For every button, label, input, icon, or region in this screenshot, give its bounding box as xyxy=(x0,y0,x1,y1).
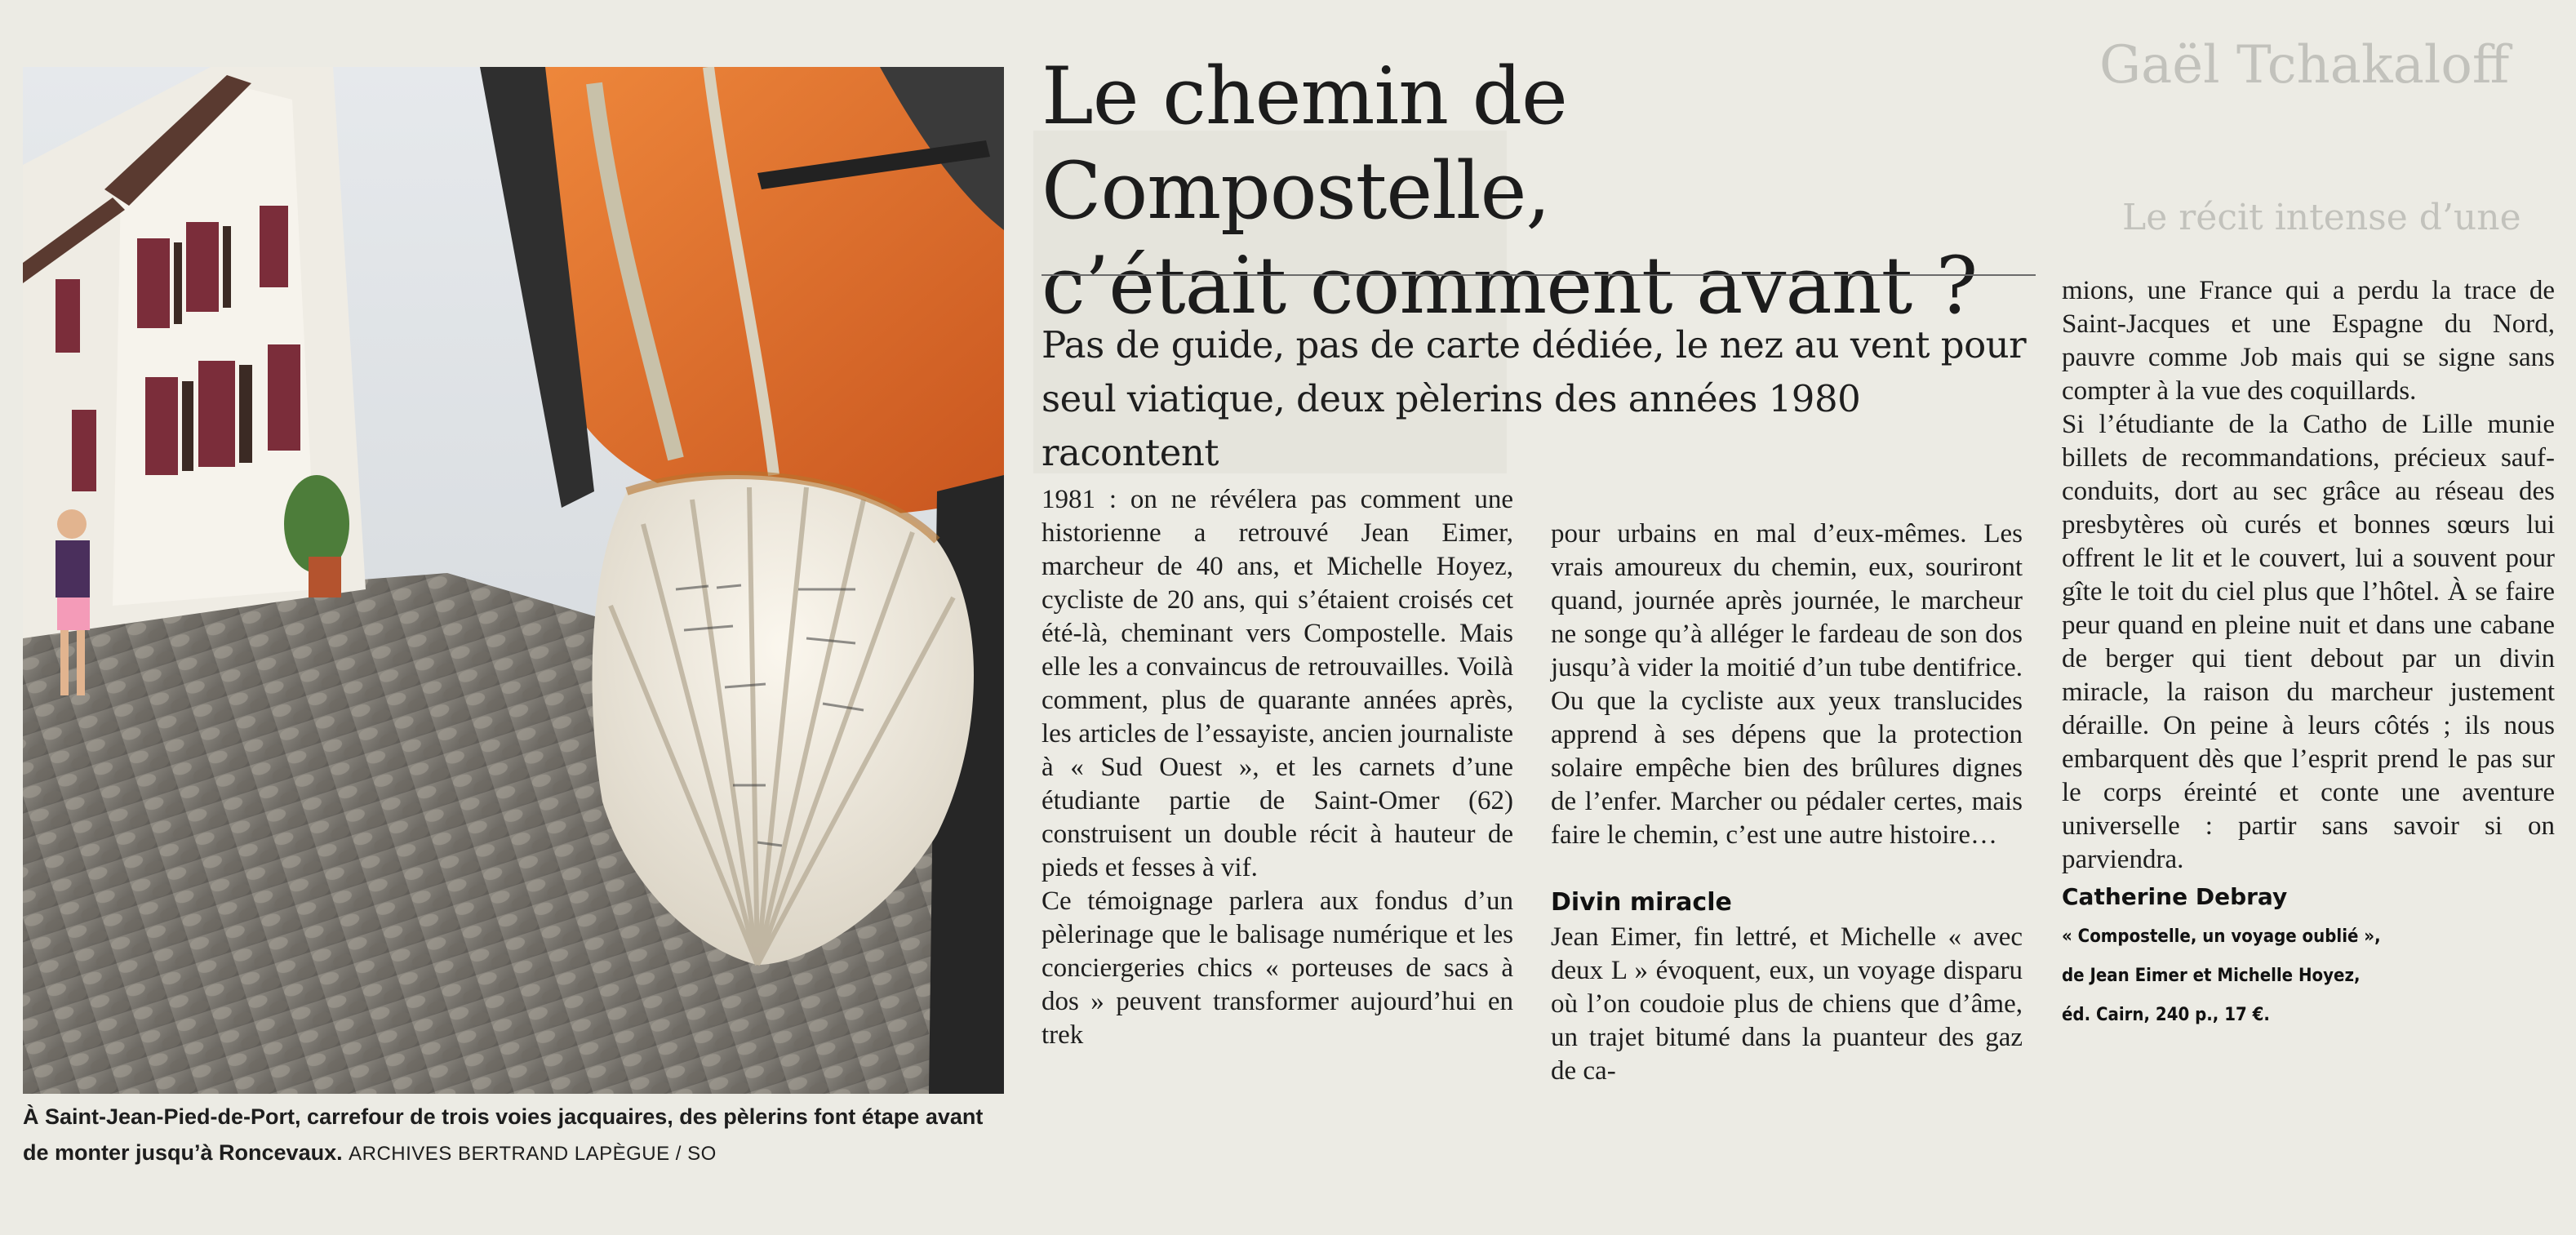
article-photo xyxy=(23,67,1004,1094)
article-column-2 xyxy=(1551,518,2023,1088)
book-title: « Compostelle, un voyage oublié », xyxy=(2062,926,2381,947)
article-column-1 xyxy=(1042,483,1513,1052)
bleed-through-text: Le récit intense d’une xyxy=(2122,197,2521,238)
headline-line-2: c’était comment avant ? xyxy=(1042,240,1978,331)
paragraph-france: mions, une France qui a perdu la trace de Saint-Jacques et une Espagne du Nord, pauvre comme Job mais qui se signe sans compter à la vue des coquillards. xyxy=(2062,276,2555,406)
bleed-through-headline: Gaël Tchakaloff xyxy=(2099,35,2510,96)
subheading: Divin miracle xyxy=(1551,888,1732,917)
article-headline xyxy=(1042,49,2054,333)
paragraph-testimony: Ce témoignage parlera aux fondus d’un pèlerinage que le balisage numérique et les conciergeries chics « porteuses de sacs à dos » peuvent transformer aujourd’hui en trek xyxy=(1042,886,1513,1050)
book-details: éd. Cairn, 240 p., 17 €. xyxy=(2062,1005,2270,1025)
paragraph-travel: Jean Eimer, fin lettré, et Michelle « avec deux L » évoquent, eux, un voyage disparu où l’on coudoie plus de chiens que d’âme, un trajet bitumé dans la puanteur des gaz de ca- xyxy=(1551,922,2023,1086)
article-column-3 xyxy=(2062,274,2555,1035)
standfirst-line-2: seul viatique, deux pèlerins des années 1980 racontent xyxy=(1042,377,1861,474)
article-standfirst xyxy=(1042,318,2037,480)
standfirst-line-1: Pas de guide, pas de carte dédiée, le nez au vent pour xyxy=(1042,323,2027,367)
photo-credit: ARCHIVES BERTRAND LAPÈGUE / SO xyxy=(349,1143,717,1165)
paragraph-student: Si l’étudiante de la Catho de Lille munie billets de recommandations, précieux sauf-conduits, dort au sec grâce au réseau des presbytères où curés et bonnes sœurs lui offrent le lit et le couvert, lui a souvent pour gîte le toit du ciel plus que l’hôtel. À se faire peur quand en pleine nuit et dans une cabane de berger qui tient debout par un divin miracle, la raison du marcheur justement déraille. On peine à leurs côtés ; ils nous embarquent dès que l’esprit prend le pas sur le corps éreinté et conte une aventure universelle : partir sans savoir si on parviendra. xyxy=(2062,410,2555,874)
caption-text: À Saint-Jean-Pied-de-Port, carrefour de trois voies jacquaires, des pèlerins font étape avant de monter jusqu’à Roncevaux. xyxy=(23,1104,984,1165)
headline-divider xyxy=(1042,274,2036,276)
book-authors: de Jean Eimer et Michelle Hoyez, xyxy=(2062,966,2361,986)
photo-caption xyxy=(23,1099,1010,1172)
photo-illustration xyxy=(23,67,1004,1094)
headline-line-1: Le chemin de Compostelle, xyxy=(1042,51,1567,237)
paragraph-intro: 1981 : on ne révélera pas comment une historienne a retrouvé Jean Eimer, marcheur de 40 ans, et Michelle Hoyez, cycliste de 20 ans, qui s’étaient croisés cet été-là, cheminant vers Compostelle. Mais elle les a convaincus de retrouvailles. Voilà comment, plus de quarante années après, les articles de l’essayiste, ancien journaliste à « Sud Ouest », et les carnets d’une étudiante partie de Saint-Omer (62) construisent un double récit à hauteur de pieds et fesses à vif. xyxy=(1042,485,1513,882)
author-byline: Catherine Debray xyxy=(2062,883,2288,910)
paragraph-lovers: pour urbains en mal d’eux-mêmes. Les vrais amoureux du chemin, eux, souriront quand, journée après journée, le marcheur ne songe qu’à alléger le fardeau de son dos jusqu’à vider la moitié d’un tube dentifrice. Ou que la cycliste aux yeux translucides apprend à ses dépens que la protection solaire empêche bien des brûlures dignes de l’enfer. Marcher ou pédaler certes, mais faire le chemin, c’est une autre histoire… xyxy=(1551,519,2023,850)
